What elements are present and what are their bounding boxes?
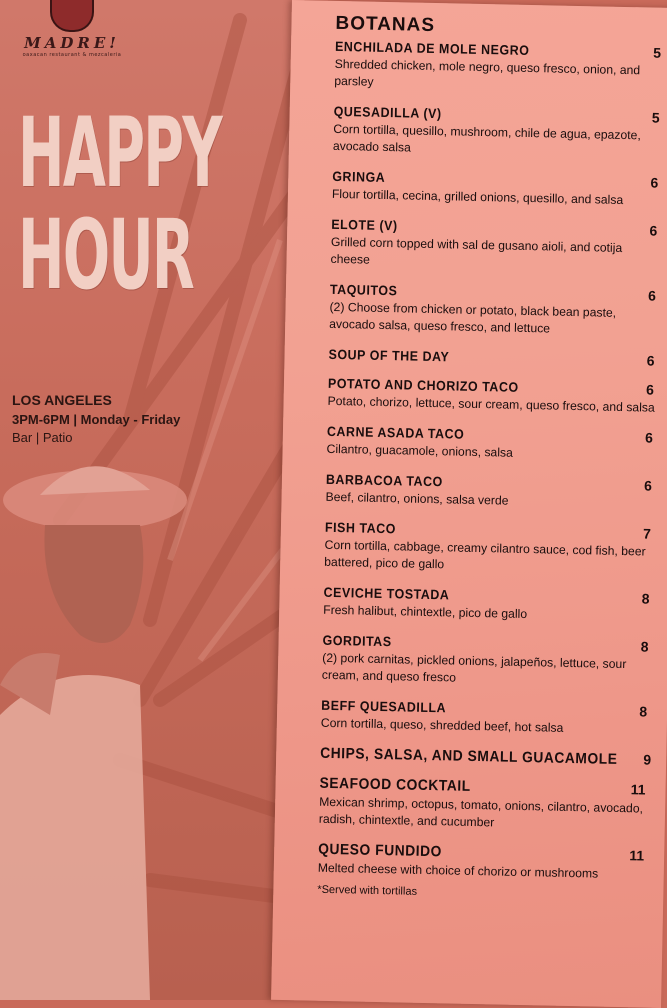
- menu-item-name: QUESADILLA (V): [333, 103, 442, 122]
- menu-item-price: 8: [640, 638, 649, 655]
- menu-item-name: GRINGA: [332, 168, 386, 185]
- menu-item-name: CEVICHE TOSTADA: [323, 584, 450, 603]
- menu-item: [319, 775, 650, 835]
- menu-item-description: Mexican shrimp, octopus, tomato, onions, cilantro, avocado, radish, chintextle, and cucumber: [318, 794, 644, 830]
- headline-line-2: HOUR: [18, 199, 194, 311]
- location-block: [12, 392, 180, 445]
- menu-item-price: 6: [645, 381, 655, 398]
- poster-panel: [0, 0, 305, 1000]
- menu-item-description: Cilantro, guacamole, onions, salsa: [326, 441, 514, 460]
- menu-item: [321, 697, 652, 739]
- menu-item-name: SEAFOOD COCKTAIL: [319, 774, 471, 795]
- menu-item-name: POTATO AND CHORIZO TACO: [327, 375, 519, 395]
- menu-item-description: Flour tortilla, cecina, grilled onions, quesillo, and salsa: [331, 186, 624, 207]
- brand-name: MADRE!: [24, 34, 120, 52]
- menu-item-name: QUESO FUNDIDO: [318, 840, 443, 861]
- menu-item-description: Beef, cilantro, onions, salsa verde: [325, 489, 509, 508]
- menu-item-description: Corn tortilla, cabbage, creamy cilantro sauce, cod fish, beer battered, pico de gallo: [324, 537, 646, 572]
- menu-item: [318, 841, 649, 884]
- menu-item-price: 8: [639, 703, 648, 720]
- brand-tagline: oaxacan restaurant & mezcaleria: [22, 52, 122, 58]
- menu-item: [328, 346, 658, 369]
- menu-item: [325, 471, 656, 513]
- menu-item-name: BEFF QUESADILLA: [321, 697, 447, 716]
- menu-item-name: CARNE ASADA TACO: [326, 423, 465, 442]
- menu-item-description: Melted cheese with choice of chorizo or mushrooms: [317, 860, 599, 881]
- menu-footnote: *Served with tortillas: [317, 883, 418, 898]
- menu-content: [317, 13, 665, 903]
- menu-item: [327, 375, 658, 417]
- man-portrait-illustration: [0, 455, 305, 1000]
- menu-item-description: Corn tortilla, quesillo, mushroom, chile de agua, epazote, avocado salsa: [332, 121, 641, 155]
- menu-item: [332, 168, 663, 210]
- menu-item-price: 6: [644, 429, 654, 446]
- menu-item-name: GORDITAS: [322, 632, 392, 650]
- menu-item: [322, 632, 653, 691]
- menu-item: [334, 38, 665, 97]
- menu-item-price: 11: [629, 847, 645, 864]
- brand-logo: [22, 0, 122, 58]
- menu-item: [324, 519, 655, 578]
- happy-hour-area: Bar | Patio: [12, 430, 73, 445]
- menu-item-price: 6: [647, 287, 657, 304]
- menu-item-price: 6: [646, 352, 655, 369]
- menu-item-name: ELOTE (V): [331, 216, 398, 234]
- menu-panel: [271, 0, 667, 1008]
- menu-item-price: 8: [641, 590, 650, 607]
- menu-item-price: 6: [649, 222, 658, 239]
- menu-item: [323, 584, 654, 626]
- menu-item-price: 11: [630, 781, 646, 798]
- headline-line-1: HAPPY: [18, 97, 221, 209]
- menu-item-description: (2) Choose from chicken or potato, black bean paste, avocado salsa, queso fresco, and lettuce: [329, 299, 617, 336]
- menu-item-name: TAQUITOS: [329, 281, 398, 299]
- happy-hour-time: 3PM-6PM | Monday - Friday: [12, 412, 181, 427]
- section-title-botanas: BOTANAS: [335, 12, 436, 36]
- menu-item-description: Grilled corn topped with sal de gusano aioli, and cotija cheese: [330, 234, 623, 267]
- menu-item-list: [318, 38, 665, 884]
- menu-item-description: (2) pork carnitas, pickled onions, jalapeños, lettuce, sour cream, and queso fresco: [321, 650, 627, 685]
- menu-item: [320, 745, 650, 769]
- brand-emblem-icon: [50, 0, 94, 32]
- menu-item-header: [328, 346, 658, 369]
- menu-item: [326, 423, 657, 465]
- menu-item-price: 5: [653, 44, 662, 61]
- menu-item-price: 9: [643, 751, 652, 768]
- menu-item: [329, 281, 660, 340]
- menu-item-name: CHIPS, SALSA, AND SMALL GUACAMOLE: [320, 744, 618, 768]
- menu-item-name: BARBACOA TACO: [325, 471, 443, 490]
- menu-item-price: 5: [651, 109, 660, 126]
- menu-item-description: Fresh halibut, chintextle, pico de gallo: [323, 602, 528, 622]
- menu-item-name: FISH TACO: [324, 519, 397, 537]
- menu-item-description: Potato, chorizo, lettuce, sour cream, queso fresco, and salsa: [327, 393, 655, 415]
- happy-hour-headline: [18, 97, 221, 311]
- menu-item-name: SOUP OF THE DAY: [328, 346, 450, 365]
- menu-item-description: Shredded chicken, mole negro, queso fresco, onion, and parsley: [334, 56, 641, 89]
- menu-item-price: 6: [643, 477, 653, 494]
- menu-item-price: 6: [650, 174, 659, 191]
- menu-item-description: Corn tortilla, queso, shredded beef, hot salsa: [320, 715, 564, 735]
- location-city: LOS ANGELES: [12, 392, 112, 408]
- menu-item-header: [320, 745, 650, 769]
- menu-item-price: 7: [642, 525, 652, 542]
- menu-item-name: ENCHILADA DE MOLE NEGRO: [334, 38, 530, 58]
- menu-item: [333, 103, 664, 162]
- menu-item: [330, 216, 661, 275]
